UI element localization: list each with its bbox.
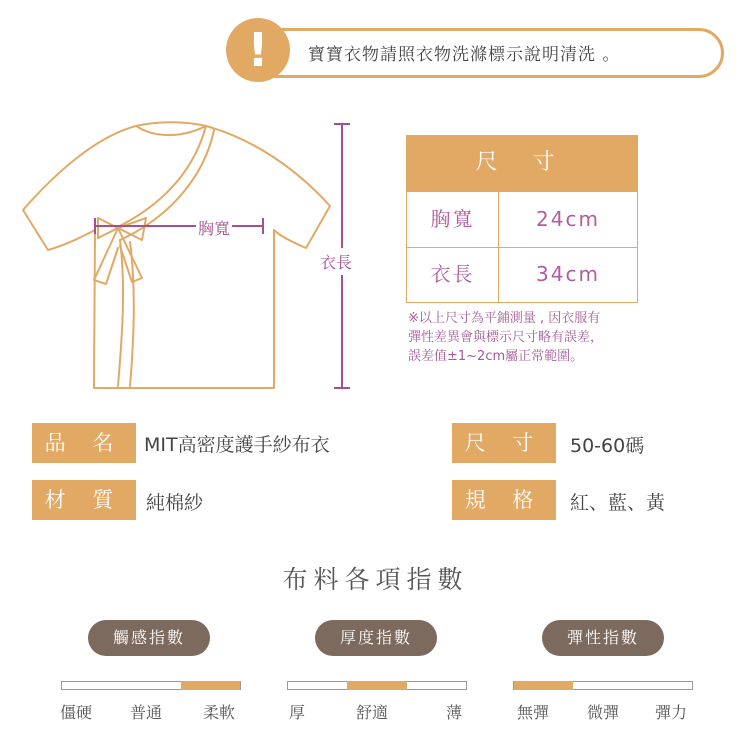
table-row [407,192,637,248]
spec-value: 紅、藍、黃 [570,492,666,514]
size-label-chest: 胸寬 [407,192,499,247]
material-value: 純棉紗 [146,492,204,514]
elasticity-index-pill: 彈性指數 [542,620,664,656]
garment-length-label: 衣長 [320,248,352,275]
size-note-line: 彈性差異會與標示尺寸略有誤差， [408,330,604,345]
notice-text: 寶寶衣物請照衣物洗滌標示說明清洗 。 [308,45,621,65]
chest-width-label: 胸寬 [196,216,232,239]
fabric-index-title: 布料各項指數 [282,565,469,594]
size-value-chest: 24cm [536,207,600,231]
size-value-length: 34cm [536,262,600,286]
size-note-line: ※以上尺寸為平鋪測量 , 因衣服有 [408,311,601,326]
touch-index-bar [61,681,241,690]
thickness-scale-mid: 舒適 [356,703,389,722]
touch-index-pill: 觸感指數 [88,620,210,656]
thickness-index-fill [347,681,406,690]
size-label-length: 衣長 [407,247,499,302]
thickness-index-pill: 厚度指數 [315,620,437,656]
size-note-line: 誤差值±1~2cm屬正常範圍。 [408,349,584,364]
touch-scale-mid: 普通 [130,703,163,722]
elasticity-scale-left: 無彈 [517,703,550,722]
elasticity-index-bar [513,681,693,690]
garment-diagram [18,118,368,398]
elasticity-index-fill [514,681,573,690]
product-name-value: MIT高密度護手紗布衣 [144,434,330,456]
touch-index-fill [181,681,240,690]
size-table [406,191,638,303]
elasticity-scale-right: 彈力 [655,703,688,722]
spec-tag: 規 格 [452,480,556,520]
size-value: 50-60碼 [570,435,645,457]
elasticity-scale-mid: 微彈 [587,703,620,722]
size-tag: 尺 寸 [452,423,556,463]
table-row [407,247,637,302]
product-name-tag: 品 名 [32,423,136,463]
material-tag: 材 質 [32,480,136,520]
thickness-scale-right: 薄 [446,703,463,722]
size-table-title: 尺 寸 [406,135,638,191]
size-note [408,309,668,366]
thickness-scale-left: 厚 [289,703,306,722]
touch-scale-left: 僵硬 [60,703,93,722]
thickness-index-bar [287,681,467,690]
touch-scale-right: 柔軟 [203,703,236,722]
exclamation-icon: ! [226,18,290,82]
